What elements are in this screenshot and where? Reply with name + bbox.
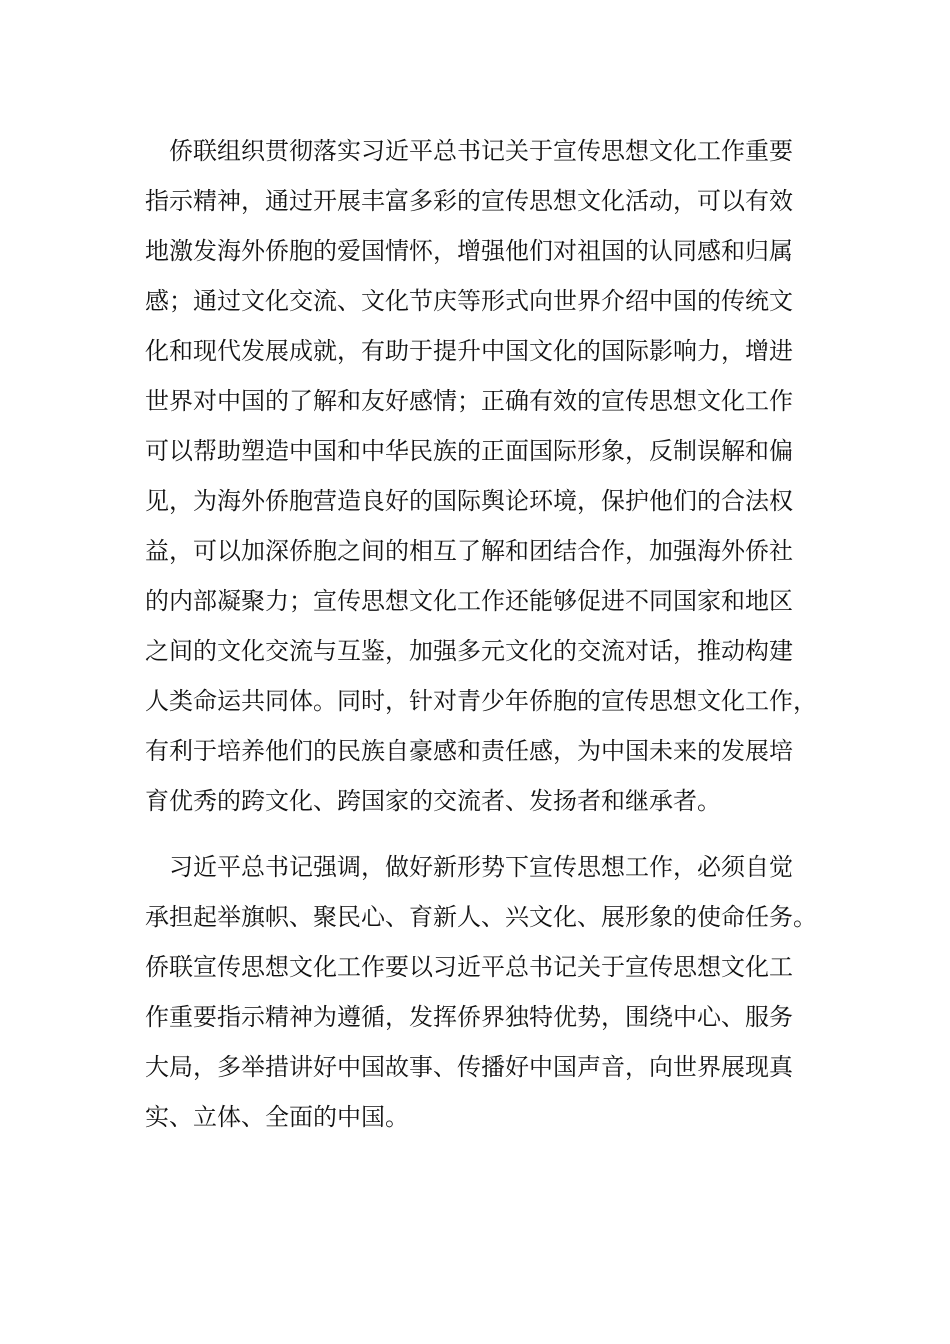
text-line: 人类命运共同体。同时，针对青少年侨胞的宣传思想文化工作， — [145, 687, 817, 715]
paragraph-1 — [145, 133, 815, 833]
paragraph-2 — [145, 849, 815, 1149]
text-line: 地激发海外侨胞的爱国情怀，增强他们对祖国的认同感和归属 — [145, 237, 793, 265]
text-line: 习近平总书记强调，做好新形势下宣传思想工作，必须自觉 — [145, 853, 793, 881]
text-line: 大局，多举措讲好中国故事、传播好中国声音，向世界展现真 — [145, 1053, 793, 1081]
text-line: 感；通过文化交流、文化节庆等形式向世界介绍中国的传统文 — [145, 287, 793, 315]
text-line: 的内部凝聚力；宣传思想文化工作还能够促进不同国家和地区 — [145, 587, 793, 615]
text-line: 化和现代发展成就，有助于提升中国文化的国际影响力，增进 — [145, 337, 793, 365]
text-line: 侨联宣传思想文化工作要以习近平总书记关于宣传思想文化工 — [145, 953, 793, 981]
text-line: 承担起举旗帜、聚民心、育新人、兴文化、展形象的使命任务。 — [145, 903, 817, 931]
text-line: 见，为海外侨胞营造良好的国际舆论环境，保护他们的合法权 — [145, 487, 793, 515]
text-line: 有利于培养他们的民族自豪感和责任感，为中国未来的发展培 — [145, 737, 793, 765]
text-line: 世界对中国的了解和友好感情；正确有效的宣传思想文化工作 — [145, 387, 793, 415]
text-line: 育优秀的跨文化、跨国家的交流者、发扬者和继承者。 — [145, 787, 721, 815]
text-line: 作重要指示精神为遵循，发挥侨界独特优势，围绕中心、服务 — [145, 1003, 793, 1031]
text-line: 实、立体、全面的中国。 — [145, 1103, 409, 1131]
text-line: 可以帮助塑造中国和中华民族的正面国际形象，反制误解和偏 — [145, 437, 793, 465]
text-line: 益，可以加深侨胞之间的相互了解和团结合作，加强海外侨社 — [145, 537, 793, 565]
text-line: 指示精神，通过开展丰富多彩的宣传思想文化活动，可以有效 — [145, 187, 793, 215]
text-line: 之间的文化交流与互鉴，加强多元文化的交流对话，推动构建 — [145, 637, 793, 665]
text-line: 侨联组织贯彻落实习近平总书记关于宣传思想文化工作重要 — [145, 137, 793, 165]
